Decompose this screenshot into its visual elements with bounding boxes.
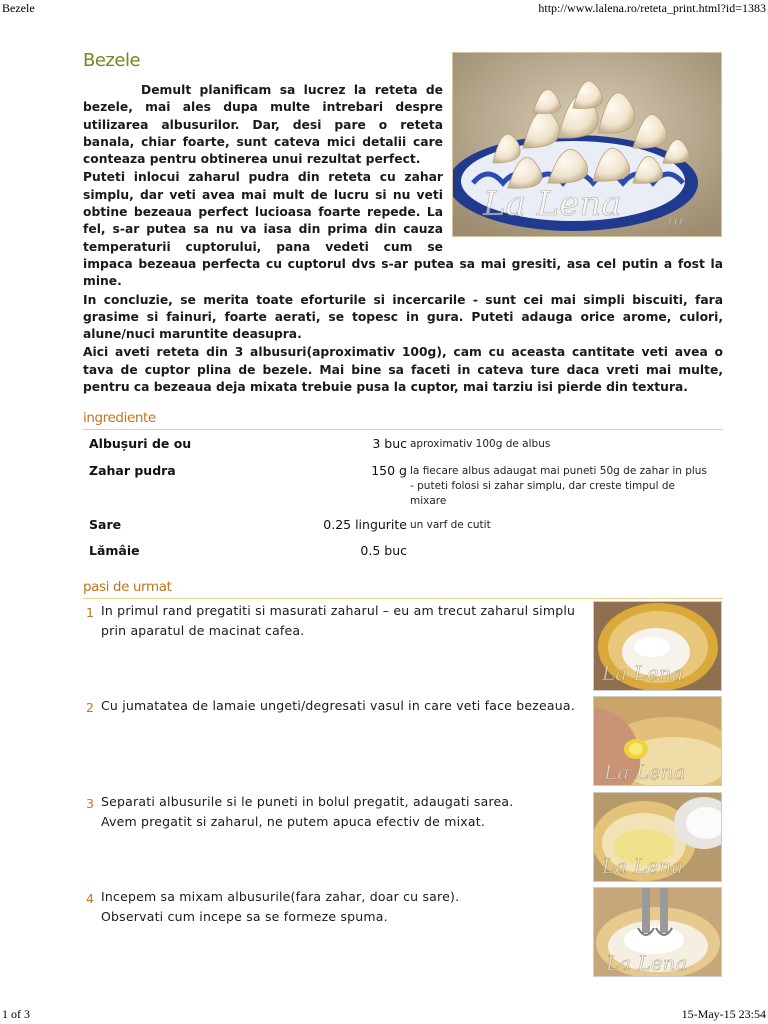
ingredient-quantity: 150 g xyxy=(371,463,407,478)
step-number: 4 xyxy=(86,891,94,906)
page-counter: 1 of 3 xyxy=(2,1007,30,1021)
ingredients-table xyxy=(83,436,723,566)
step-number: 3 xyxy=(86,796,94,811)
ingredient-name: Zahar pudra xyxy=(89,463,176,478)
print-page-title: Bezele xyxy=(2,1,35,15)
steps-heading xyxy=(83,576,723,599)
ingredients-heading xyxy=(83,407,723,430)
svg-text:La Lena: La Lena xyxy=(602,854,684,878)
step-photo-mixer-foam xyxy=(593,887,722,977)
step-text xyxy=(101,696,591,716)
print-url[interactable]: http://www.lalena.ro/reteta_print.html?id=1383 xyxy=(538,1,766,15)
ingredient-name: Lămâie xyxy=(89,543,140,558)
step-number: 2 xyxy=(86,700,94,715)
step-photo-sugar-bowl xyxy=(593,601,722,691)
svg-text:La Lena: La Lena xyxy=(602,661,684,685)
step-item xyxy=(83,696,723,788)
step-photo-lemon-bowl xyxy=(593,696,722,786)
intro-paragraph: In concluzie, se merita toate eforturile si incercarile - sunt cei mai simpli biscuiti, fara grasime si fainuri, foarte aerati, se topesc in gura. Puteti adauga orice arome, culori, alune/nuci maruntite deasupra. xyxy=(83,292,723,342)
recipe-title: Bezele xyxy=(83,50,141,71)
step-text xyxy=(101,887,591,927)
ingredient-quantity: 0.5 buc xyxy=(360,543,407,558)
ingredient-quantity: 3 buc xyxy=(372,436,407,451)
ingredient-note: aproximativ 100g de albus xyxy=(410,438,551,450)
ingredient-quantity: 0.25 lingurite xyxy=(323,517,407,532)
step-line: Incepem sa mixam albusurile(fara zahar, doar cu sare). xyxy=(101,889,460,904)
print-footer xyxy=(0,1006,768,1024)
step-item xyxy=(83,887,723,979)
print-header xyxy=(0,0,768,16)
hero-watermark: La Lena xyxy=(483,184,622,224)
step-item xyxy=(83,792,723,884)
step-line: Avem pregatit si zaharul, ne putem apuca efectiv de mixat. xyxy=(101,814,486,829)
step-item xyxy=(83,601,723,693)
svg-text:La Lena: La Lena xyxy=(606,951,688,975)
step-photo-egg-whites-bowl xyxy=(593,792,722,882)
step-line: Cu jumatatea de lamaie ungeti/degresati vasul in care veti face bezeaua. xyxy=(101,698,575,713)
step-line: Observati cum incepe sa se formeze spuma. xyxy=(101,909,388,924)
step-line: In primul rand pregatiti si masurati zaharul – eu am trecut zaharul simplu prin aparatul de macinat cafea. xyxy=(101,603,576,638)
ingredient-name: Sare xyxy=(89,517,122,532)
step-number: 1 xyxy=(86,605,94,620)
ingredients-heading-label: ingrediente xyxy=(83,410,156,426)
svg-text:.ro: .ro xyxy=(663,213,683,229)
steps-heading-label: pasi de urmat xyxy=(83,579,172,595)
ingredient-note: un varf de cutit xyxy=(410,519,491,531)
intro-paragraph: Demult planificam sa lucrez la reteta de bezele, mai ales dupa multe intrebari despre utilizarea albusurilor. Dar, desi pare o reteta banala, chiar foarte, sunt cateva mici detalii care conteaza pentru obtinerea unui rezultat perfect. xyxy=(83,83,443,167)
ingredient-name: Albușuri de ou xyxy=(89,436,192,451)
intro-paragraph: Puteti inlocui zaharul pudra din reteta cu zahar simplu, dar veti avea mai mult de lucru si nu veti obtine bezeaua perfect lucioasa foarte repede. La fel, s-ar putea sa nu va iasa din prima din cauza temperaturii cuptorului, pana vedeti cum se impaca bezeaua perfecta cu cuptorul dvs s-ar putea sa mai gresiti, asa cel putin a fost la mine. xyxy=(83,170,723,289)
step-line: Separati albusurile si le puneti in bolul pregatit, adaugati sarea. xyxy=(101,794,514,809)
step-text xyxy=(101,601,591,641)
recipe-intro xyxy=(83,82,723,397)
intro-paragraph: Aici aveti reteta din 3 albusuri(aproximativ 100g), cam cu aceasta cantitate veti avea o tava de cuptor plina de bezele. Mai bine sa faceti in cateva ture daca vreti mai multe, pentru ca bezeaua deja mixata trebuie pusa la cuptor, mai tarziu isi pierde din textura. xyxy=(83,345,723,395)
svg-text:La Lena: La Lena xyxy=(604,760,686,784)
print-timestamp: 15-May-15 23:54 xyxy=(681,1007,766,1021)
ingredient-note: la fiecare albus adaugat mai puneti 50g de zahar in plus - puteti folosi si zahar simplu, dar creste timpul de mixare xyxy=(410,465,707,507)
step-text xyxy=(101,792,591,832)
